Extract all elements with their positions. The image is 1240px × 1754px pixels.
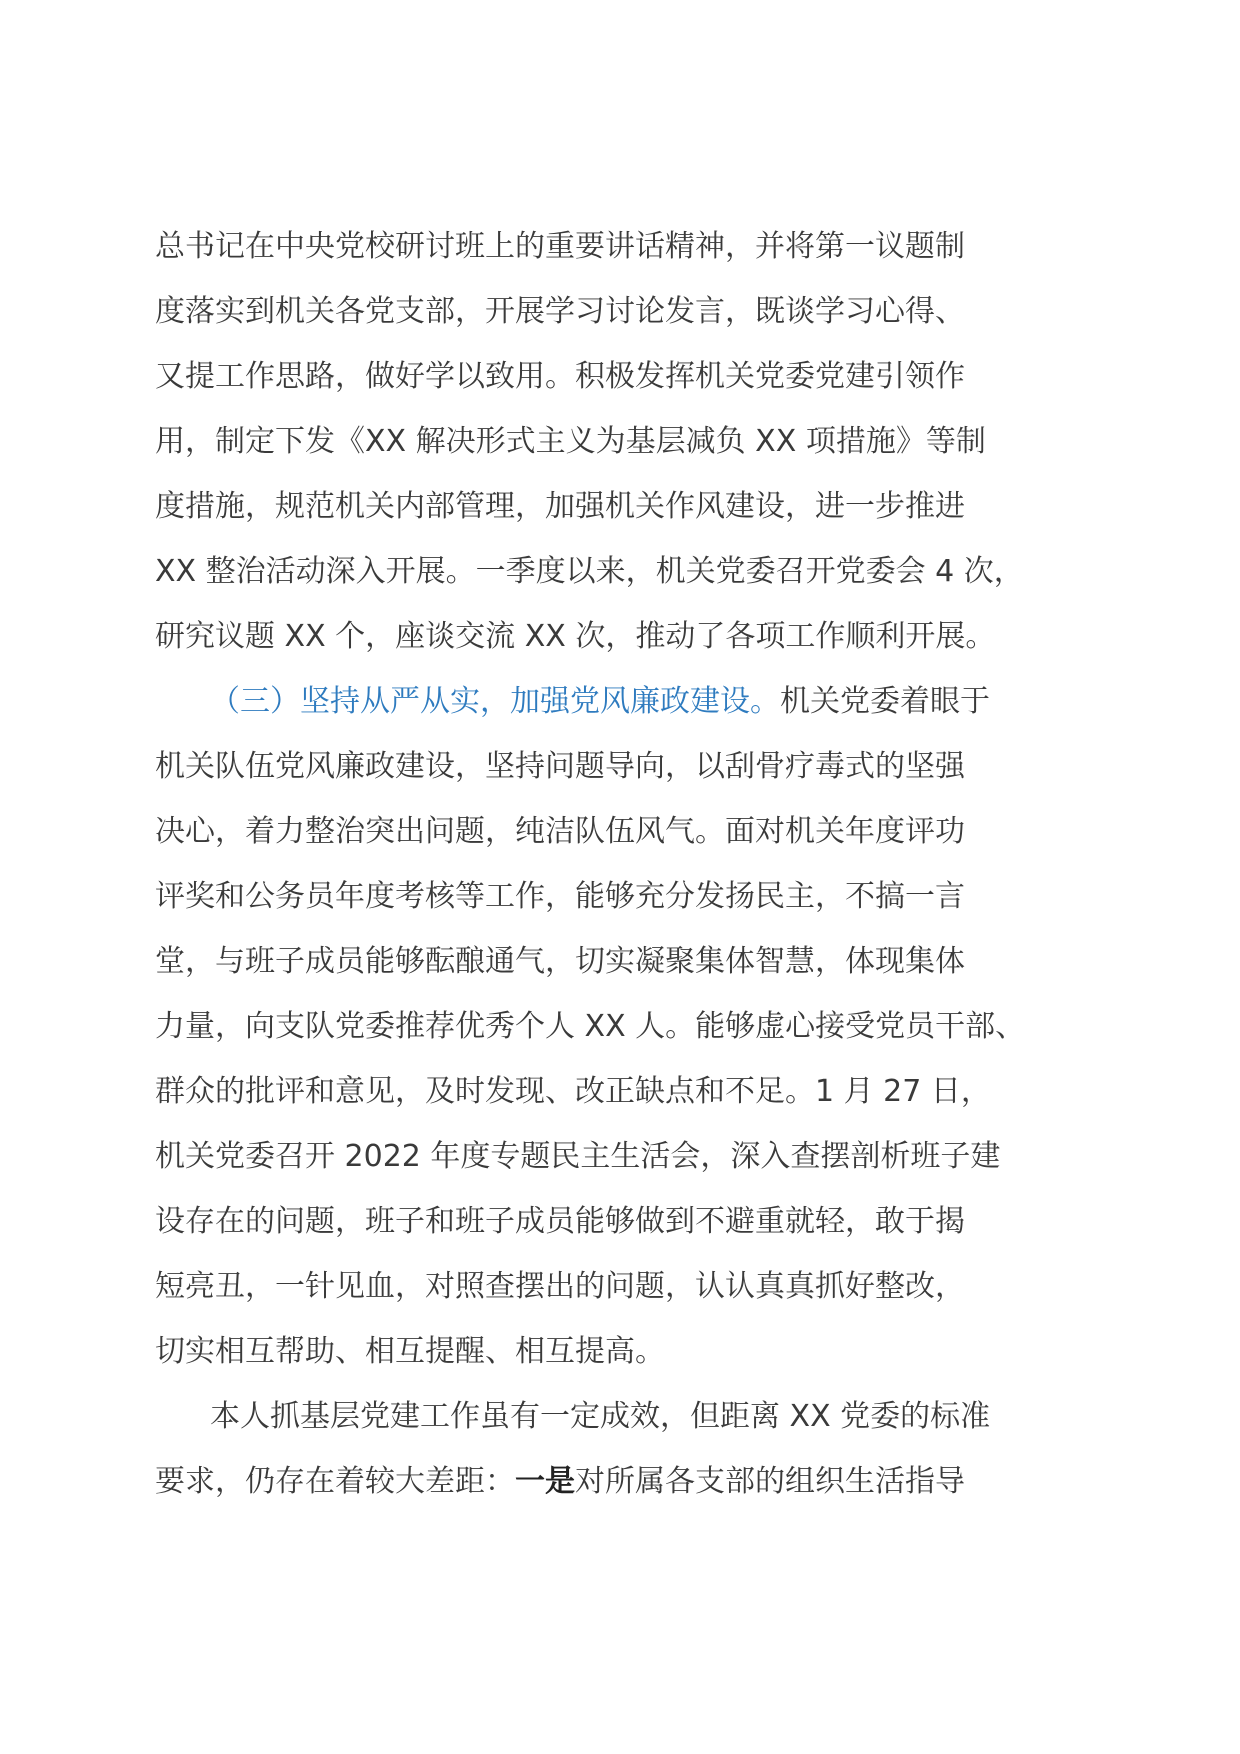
- para2-line-3: [155, 799, 1115, 864]
- text-line: 又提工作思路，做好学以致用。积极发挥机关党委党建引领作: [155, 359, 965, 394]
- document-body: [155, 214, 1115, 1514]
- para1-line-7: [155, 604, 1115, 669]
- text-line: 切实相互帮助、相互提醒、相互提高。: [155, 1334, 665, 1369]
- para3-line-2: [155, 1449, 1115, 1514]
- text-line: 要求，仍存在着较大差距：: [155, 1464, 515, 1499]
- text-line: 机关党委着眼于: [780, 684, 990, 719]
- para1-line-2: [155, 279, 1115, 344]
- para1-line-1: [155, 214, 1115, 279]
- text-line: 机关党委召开 2022 年度专题民主生活会，深入查摆剖析班子建: [155, 1139, 1001, 1174]
- text-line: 力量，向支队党委推荐优秀个人 XX 人。能够虚心接受党员干部、: [155, 1009, 1026, 1044]
- para2-line-6: [155, 994, 1115, 1059]
- para2-line-11: [155, 1319, 1115, 1384]
- para3-line-1: [155, 1384, 1115, 1449]
- text-line: 度落实到机关各党支部，开展学习讨论发言，既谈学习心得、: [155, 294, 965, 329]
- para2-line-5: [155, 929, 1115, 994]
- para2-line-2: [155, 734, 1115, 799]
- text-line: XX 整治活动深入开展。一季度以来，机关党委召开党委会 4 次，: [155, 554, 1024, 589]
- para1-line-5: [155, 474, 1115, 539]
- para2-line-4: [155, 864, 1115, 929]
- text-line: 设存在的问题，班子和班子成员能够做到不避重就轻，敢于揭: [155, 1204, 965, 1239]
- para2-line-10: [155, 1254, 1115, 1319]
- section-heading: （三）坚持从严从实，加强党风廉政建设。: [210, 684, 780, 719]
- para2-line-1: [155, 669, 1115, 734]
- para1-line-4: [155, 409, 1115, 474]
- text-line: 决心，着力整治突出问题，纯洁队伍风气。面对机关年度评功: [155, 814, 965, 849]
- text-line: 评奖和公务员年度考核等工作，能够充分发扬民主，不搞一言: [155, 879, 965, 914]
- para2-line-8: [155, 1124, 1115, 1189]
- text-line: 对所属各支部的组织生活指导: [575, 1464, 965, 1499]
- para2-line-7: [155, 1059, 1115, 1124]
- text-line: 总书记在中央党校研讨班上的重要讲话精神，并将第一议题制: [155, 229, 965, 264]
- text-line: 群众的批评和意见，及时发现、改正缺点和不足。1 月 27 日，: [155, 1074, 991, 1109]
- text-line: 堂，与班子成员能够酝酿通气，切实凝聚集体智慧，体现集体: [155, 944, 965, 979]
- para1-line-3: [155, 344, 1115, 409]
- text-line: 用，制定下发《XX 解决形式主义为基层减负 XX 项措施》等制: [155, 424, 986, 459]
- para2-line-9: [155, 1189, 1115, 1254]
- text-line: 本人抓基层党建工作虽有一定成效，但距离 XX 党委的标准: [210, 1399, 991, 1434]
- bold-marker: 一是: [515, 1464, 575, 1499]
- text-line: 研究议题 XX 个，座谈交流 XX 次，推动了各项工作顺利开展。: [155, 619, 996, 654]
- text-line: 机关队伍党风廉政建设，坚持问题导向，以刮骨疗毒式的坚强: [155, 749, 965, 784]
- para1-line-6: [155, 539, 1115, 604]
- text-line: 度措施，规范机关内部管理，加强机关作风建设，进一步推进: [155, 489, 965, 524]
- text-line: 短亮丑，一针见血，对照查摆出的问题，认认真真抓好整改，: [155, 1269, 965, 1304]
